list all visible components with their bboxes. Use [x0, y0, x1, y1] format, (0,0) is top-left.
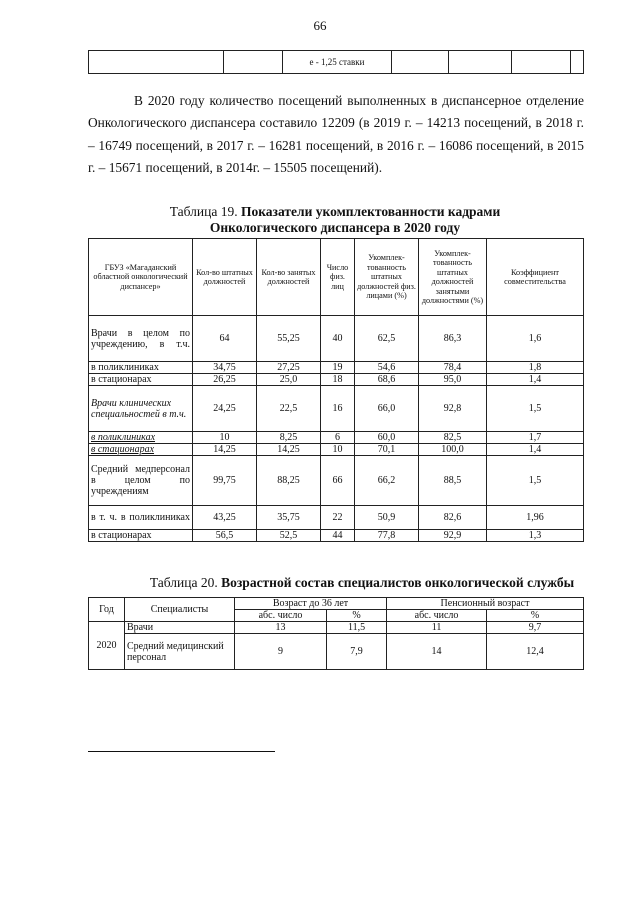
table-cell	[571, 51, 584, 74]
table-cell: 66,2	[355, 456, 419, 506]
table-row	[89, 506, 584, 530]
table-cell	[449, 51, 512, 74]
table19-caption	[140, 204, 530, 236]
table-cell: 86,3	[419, 316, 487, 362]
table-cell: 22,5	[257, 386, 321, 432]
table-cell: 10	[193, 432, 257, 444]
table-cell	[512, 51, 571, 74]
row-label: в поликлиниках	[89, 362, 193, 374]
table-row	[89, 634, 584, 670]
table-cell: 70,1	[355, 444, 419, 456]
table-cell: 100,0	[419, 444, 487, 456]
table-cell: 92,9	[419, 530, 487, 542]
page-number: 66	[313, 18, 327, 33]
row-label: Врачи	[125, 622, 235, 634]
table-header-row	[89, 598, 584, 610]
table-cell: 14,25	[193, 444, 257, 456]
header-cell: Укомплек-тованность штатных должностей занятыми должностями (%)	[419, 239, 487, 316]
table-row	[89, 362, 584, 374]
table-cell: 55,25	[257, 316, 321, 362]
table-cell: 60,0	[355, 432, 419, 444]
table-cell: 68,6	[355, 374, 419, 386]
header-cell: %	[327, 610, 387, 622]
table-cell: 16	[321, 386, 355, 432]
table-cell: 88,5	[419, 456, 487, 506]
table-cell: 12,4	[487, 634, 584, 670]
table-cell: 1,6	[487, 316, 584, 362]
body-paragraph: В 2020 году количество посещений выполненных в диспансерное отделение Онкологического диспансера составило 12209 (в 2019 г. – 14213 посещений, в 2018 г. – 16749 посещений, в 2017 г. – 16281 посещений, в 2016 г. – 16086 посещений, в 2015 г. – 15671 посещений, в 2014г. – 15505 посещений).	[88, 93, 584, 175]
table-cell: 1,4	[487, 444, 584, 456]
header-cell: Пенсионный возраст	[387, 598, 584, 610]
table-cell: 78,4	[419, 362, 487, 374]
row-label: в т. ч. в поликлиниках	[89, 506, 193, 530]
table-cell: 1,8	[487, 362, 584, 374]
table-cell	[224, 51, 283, 74]
row-label: в стационарах	[89, 374, 193, 386]
table-cell: 27,25	[257, 362, 321, 374]
table-cell: 99,75	[193, 456, 257, 506]
table-cell: 35,75	[257, 506, 321, 530]
row-label: в стационарах	[89, 530, 193, 542]
table-cell: 62,5	[355, 316, 419, 362]
table-row	[89, 456, 584, 506]
table-cell: 95,0	[419, 374, 487, 386]
table19	[88, 238, 584, 542]
header-cell: Специалисты	[125, 598, 235, 622]
row-label: в стационарах	[89, 444, 193, 456]
table-cell: 11	[387, 622, 487, 634]
header-cell: Год	[89, 598, 125, 622]
table20-caption-title: Возрастной состав специалистов онкологической службы	[221, 575, 575, 590]
row-label: Средний медперсонал в целом по учреждениям	[89, 456, 193, 506]
table-cell: 82,5	[419, 432, 487, 444]
table-cell: 43,25	[193, 506, 257, 530]
table-cell: 66	[321, 456, 355, 506]
row-label: в поликлиниках	[89, 432, 193, 444]
table-cell: 14,25	[257, 444, 321, 456]
table-cell: 44	[321, 530, 355, 542]
header-cell: Кол-во штатных должностей	[193, 239, 257, 316]
table-cell: 26,25	[193, 374, 257, 386]
table-cell: 25,0	[257, 374, 321, 386]
table-cell: 54,6	[355, 362, 419, 374]
row-label: Врачи клинических специальностей в т.ч.	[89, 386, 193, 432]
table-cell: 22	[321, 506, 355, 530]
footnote-separator	[88, 751, 275, 752]
table-cell: 14	[387, 634, 487, 670]
table-cell: 66,0	[355, 386, 419, 432]
table-cell: 34,75	[193, 362, 257, 374]
table-cell: 1,7	[487, 432, 584, 444]
table-cell: 10	[321, 444, 355, 456]
table-cell: 92,8	[419, 386, 487, 432]
table-cell: 24,25	[193, 386, 257, 432]
row-label: Средний медицинский персонал	[125, 634, 235, 670]
year-cell: 2020	[89, 622, 125, 670]
table-row	[89, 374, 584, 386]
table20-caption-prefix: Таблица 20.	[149, 575, 218, 590]
table-cell: 88,25	[257, 456, 321, 506]
table-cell: 19	[321, 362, 355, 374]
table-cell: 11,5	[327, 622, 387, 634]
header-cell: %	[487, 610, 584, 622]
table-cell	[89, 51, 224, 74]
header-cell: абс. число	[387, 610, 487, 622]
table-row	[89, 316, 584, 362]
table-cell: 7,9	[327, 634, 387, 670]
table-cell: 1,4	[487, 374, 584, 386]
table19-caption-prefix: Таблица 19.	[169, 204, 238, 219]
table-header-row	[89, 239, 584, 316]
table-cell: 13	[235, 622, 327, 634]
table-cell: е - 1,25 ставки	[283, 51, 392, 74]
table-cell: 1,96	[487, 506, 584, 530]
table-cell: 18	[321, 374, 355, 386]
header-cell: Коэффициент совместительства	[487, 239, 584, 316]
table-cell: 40	[321, 316, 355, 362]
table20	[88, 597, 584, 670]
table-cell: 1,5	[487, 386, 584, 432]
table-cell: 50,9	[355, 506, 419, 530]
table-row	[89, 622, 584, 634]
header-cell: Кол-во занятых должностей	[257, 239, 321, 316]
table20-caption	[132, 575, 592, 591]
table-cell: 77,8	[355, 530, 419, 542]
header-cell: Число физ. лиц	[321, 239, 355, 316]
table-cell: 9,7	[487, 622, 584, 634]
table-row	[89, 530, 584, 542]
table-cell: 6	[321, 432, 355, 444]
table-cell: 9	[235, 634, 327, 670]
row-label: Врачи в целом по учреждению, в т.ч.	[89, 316, 193, 362]
header-cell: ГБУЗ «Магаданский областной онкологический диспансер»	[89, 239, 193, 316]
table-row	[89, 386, 584, 432]
table19-caption-title: Показатели укомплектованности кадрами Онкологического диспансера в 2020 году	[209, 204, 501, 235]
table-cell	[392, 51, 449, 74]
header-cell: абс. число	[235, 610, 327, 622]
table-row	[89, 432, 584, 444]
table-cell: 64	[193, 316, 257, 362]
table-cell: 1,5	[487, 456, 584, 506]
table-row	[89, 444, 584, 456]
table-cell: 56,5	[193, 530, 257, 542]
header-cell: Возраст до 36 лет	[235, 598, 387, 610]
table-cell: 52,5	[257, 530, 321, 542]
table-cell: 1,3	[487, 530, 584, 542]
table-cell: 8,25	[257, 432, 321, 444]
continued-table-fragment	[88, 50, 584, 74]
header-cell: Укомплек-тованность штатных должностей физ. лицами (%)	[355, 239, 419, 316]
table-cell: 82,6	[419, 506, 487, 530]
